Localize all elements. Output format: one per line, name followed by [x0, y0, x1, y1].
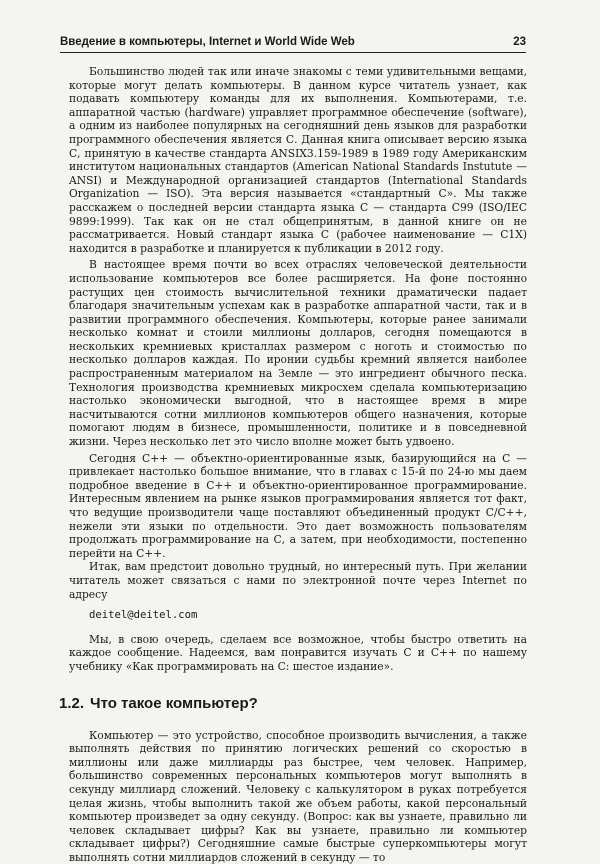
running-header-title: Введение в компьютеры, Internet и World Wide Web: [60, 36, 355, 48]
page-number: 23: [513, 36, 526, 48]
running-header: [60, 34, 526, 50]
section-title: Что такое компьютер?: [90, 694, 258, 712]
section-number: 1.2.: [59, 694, 85, 712]
contact-email: deitel@deitel.com: [89, 609, 198, 622]
paragraph-reply: Мы, в свою очередь, сделаем все возможное, чтобы быстро ответить на каждое сообщение. Надеемся, вам понравится изучать С и С++ по нашему учебнику «Как программировать на С: шестое издание».: [69, 632, 527, 673]
header-rule: [60, 52, 526, 53]
paragraph-cpp: Сегодня С++ — объектно-ориентированные язык, базирующийся на С — привлекает настолько большое внимание, что в главах с 15-й по 24-ю мы даем подробное введение в С++ и объектно-ориентированное программирование. Интересным явлением на рынке языков программирования является тот факт, что ведущие производители чаще поставляют объединенный продукт C/C++, нежели эти языки по отдельности. Это дает возможность пользователям продолжать программирование на С, а затем, при необходимости, постепенно перейти на С++.: [69, 451, 527, 560]
paragraph-contact: Итак, вам предстоит довольно трудный, но интересный путь. При желании читатель может связаться с нами по электронной почте через Internet по адресу: [69, 560, 527, 601]
paragraph-what-is-computer: Компьютер — это устройство, способное производить вычисления, а также выполнять действия по принятию логических решений со скоростью в миллионы или даже миллиарды раз быстрее, чем человек. Например, большинство современных персональных компьютеров могут выполнять в секунду миллиард сложений. Человеку с калькулятором в руках потребуется целая жизнь, чтобы выполнить такой же объем работы, какой персональный компьютер произведет за одну секунду. (Вопрос: как вы узнаете, правильно ли человек складывает цифры? Как вы узнаете, правильно ли компьютер складывает цифры?) Сегодняшние самые быстрые суперкомпьютеры могут выполнять сотни миллиардов сложений в секунду — то: [69, 728, 527, 864]
paragraph-computer-usage: В настоящее время почти во всех отраслях человеческой деятельности использование компьютеров все более расширяется. На фоне постоянно растущих цен стоимость вычислительной техники драматически падает благодаря значительным успехам как в разработке аппаратной части, так и в развитии программного обеспечения. Компьютеры, которые ранее занимали несколько комнат и стоили миллионы долларов, сегодня помещаются в нескольких кремниевых кристаллах размером с ноготь и стоимостью по несколько долларов каждая. По иронии судьбы кремний является наиболее распространенным материалом на Земле — это ингредиент обычного песка. Технология производства кремниевых микросхем сделала компьютеризацию настолько экономически выгодной, что в настоящее время в мире насчитываются сотни миллионов компьютеров общего назначения, которые помогают людям в бизнесе, промышленности, политике и в повседневной жизни. Через несколько лет это число вполне может быть удвоено.: [69, 258, 527, 449]
page-body: [59, 65, 527, 864]
paragraph-intro: Большинство людей так или иначе знакомы с теми удивительными вещами, которые могут делать компьютеры. В данном курсе читатель узнает, как подавать компьютеру команды для их выполнения. Компьютерами, т.е. аппаратной частью (hardware) управляет программное обеспечение (software), а одним из наиболее популярных на сегодняшний день языков для разработки программного обеспечения является С. Данная книга описывает версию языка С, принятую в качестве стандарта ANSIX3.159-1989 в 1989 году Американским институтом национальных стандартов (American National Standards Instutute — ANSI) и Международной организацией стандартов (International Standards Organization — ISO). Эта версия называется «стандартный С». Мы также расскажем о последней версии стандарта языка С — стандарта C99 (ISO/IEC 9899:1999). Так как он не стал общепринятым, в данной книге он не рассматривается. Новый стандарт языка С (рабочее наименование — C1X) находится в разработке и планируется к публикации в 2012 году.: [69, 65, 527, 255]
section-heading: [59, 694, 527, 713]
